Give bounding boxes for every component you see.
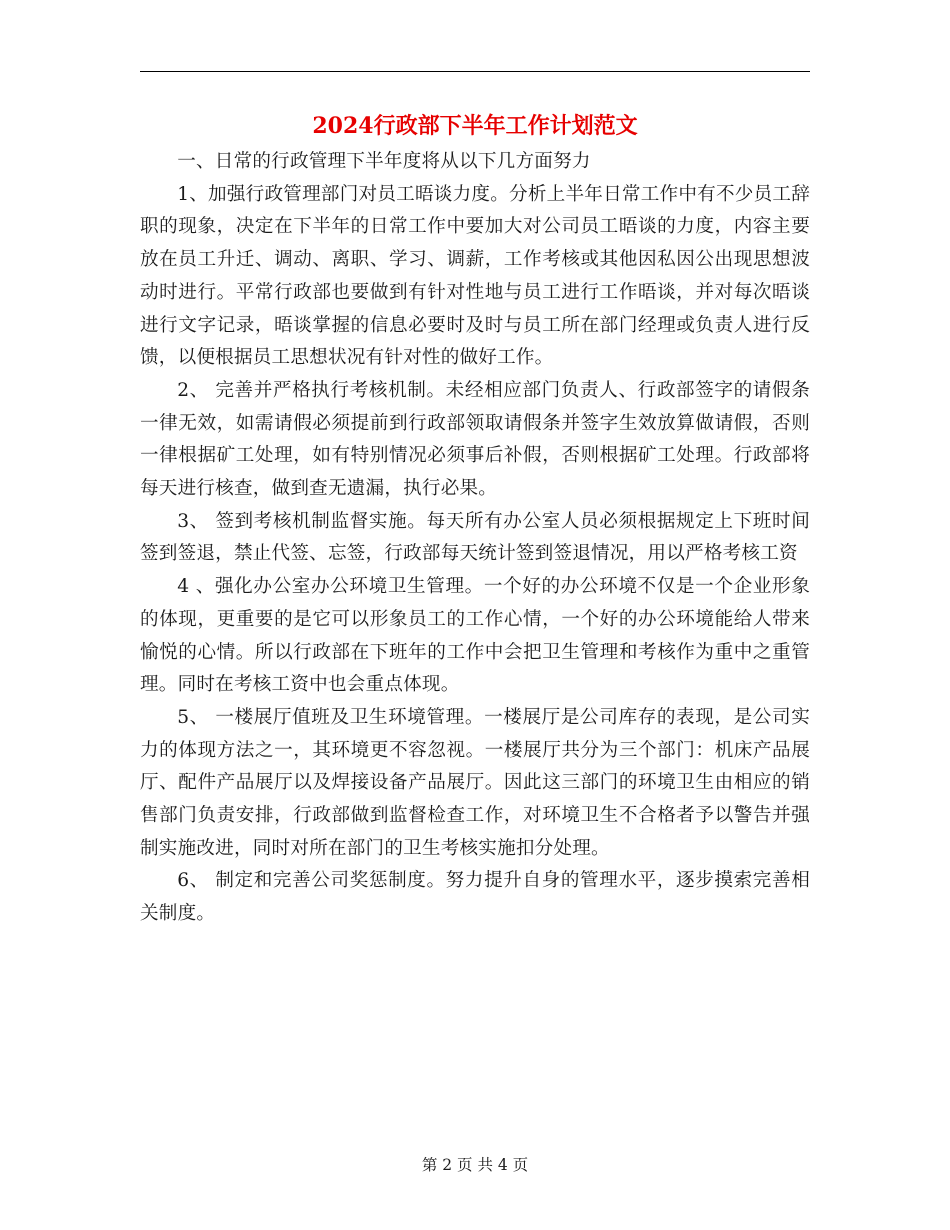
paragraph-item-5: 5、 一楼展厅值班及卫生环境管理。一楼展厅是公司库存的表现，是公司实力的体现方法之一，其环境更不容忽视。一楼展厅共分为三个部门：机床产品展厅、配件产品展厅以及焊接设备产品展厅。因此这三部门的环境卫生由相应的销售部门负责安排，行政部做到监督检查工作，对环境卫生不合格者予以警告并强制实施改进，同时对所在部门的卫生考核实施扣分处理。 [140, 706, 810, 859]
paragraph-item-6: 6、 制定和完善公司奖惩制度。努力提升自身的管理水平，逐步摸索完善相关制度。 [140, 870, 810, 925]
document-title: 2024行政部下半年工作计划范文 [312, 113, 638, 139]
paragraph-item-2: 2、 完善并严格执行考核机制。未经相应部门负责人、行政部签字的请假条一律无效，如需请假必须提前到行政部领取请假条并签字生效放算做请假，否则一律根据矿工处理，如有特别情况必须事后补假，否则根据矿工处理。行政部将每天进行核查，做到查无遗漏，执行必果。 [140, 379, 810, 500]
header-rule [140, 71, 810, 72]
paragraph-item-3: 3、 签到考核机制监督实施。每天所有办公室人员必须根据规定上下班时间签到签退，禁止代签、忘签，行政部每天统计签到签退情况，用以严格考核工资 [140, 510, 810, 565]
paragraph-item-1: 1、加强行政管理部门对员工晤谈力度。分析上半年日常工作中有不少员工辞职的现象，决定在下半年的日常工作中要加大对公司员工晤谈的力度，内容主要放在员工升迁、调动、离职、学习、调薪，工作考核或其他因私因公出现思想波动时进行。平常行政部也要做到有针对性地与员工进行工作晤谈，并对每次晤谈进行文字记录，晤谈掌握的信息必要时及时与员工所在部门经理或负责人进行反馈，以便根据员工思想状况有针对性的做好工作。 [140, 183, 810, 369]
document-body [140, 146, 810, 931]
section-heading: 一、日常的行政管理下半年度将从以下几方面努力 [177, 151, 591, 172]
page-number: 第 2 页 共 4 页 [421, 1156, 529, 1174]
paragraph-item-4: 4 、强化办公室办公环境卫生管理。一个好的办公环境不仅是一个企业形象的体现，更重要的是它可以形象员工的工作心情，一个好的办公环境能给人带来愉悦的心情。所以行政部在下班年的工作中会把卫生管理和考核作为重中之重管理。同时在考核工资中也会重点体现。 [140, 576, 810, 696]
